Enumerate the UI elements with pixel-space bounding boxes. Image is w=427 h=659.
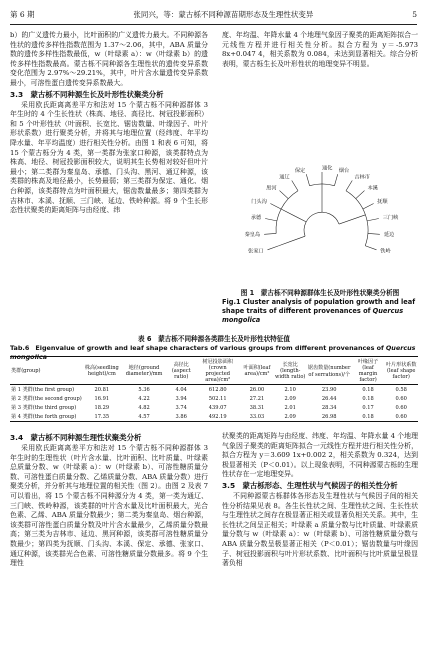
figure-caption-en-species: Quercus mongolica: [222, 307, 404, 324]
table-cell: 16.91: [94, 395, 110, 402]
table-header-row: [10, 357, 418, 385]
dendrogram-leaf-branch: [367, 219, 379, 221]
paragraph: 度、年均温、年降水量 4 个地理气象因子聚类的距离矩阵拟合一元线性方程并进行相关性分析。拟合方程为 y＝-5.973 8x+0.047 4，相关系数为 0.084，未达到显著相关。综合分析表明，蒙古栎生长及叶形性状的地理变异不明显。: [222, 31, 418, 68]
dendrogram-leaf-branch: [368, 233, 380, 234]
table-cell: 0.60: [395, 413, 407, 420]
table-header-cell: 株高(seedling height)/cm: [84, 365, 119, 377]
dendrogram-leaf-label: 承德: [250, 215, 262, 222]
dendrogram-leaf-branch: [356, 191, 365, 199]
table-header-cell: 叶缘因子(leaf margin factor): [357, 359, 379, 383]
paragraph: 不同种源蒙古栎群体各形态及生理性状与气候因子间的相关性分析结果见表 8。各生长性状之间、生理性状之间、生长性状与生理性状之间存在极显著正相关或显著负相关关系。其中，生长性状之间呈正相关；叶绿素 a 质量分数与比叶质量、叶绿素质量分数与 w（叶绿素 a）：w（叶绿素 b）、可溶性糖质量分数与 ABA 质量分数呈极显著正相关（P＜0.01）；锯齿数量与叶缘因子、树冠投影面积与叶片形状系数、比叶面积与比叶质量呈极显著负相: [222, 491, 418, 568]
dendrogram-leaf-label: 吉林市: [354, 174, 370, 181]
table-cell: 612.80: [208, 386, 227, 393]
right-column-top: [222, 31, 418, 108]
table-cell: 27.21: [249, 395, 265, 402]
figure-1-dendrogram: [222, 110, 418, 287]
table-cell: 28.34: [321, 404, 337, 411]
table-cell: 0.60: [395, 404, 407, 411]
table-cell: 0.17: [362, 404, 374, 411]
left-column-top: [10, 31, 208, 344]
page-number: 5: [412, 9, 417, 19]
table-cell: 492.19: [208, 413, 227, 420]
paragraph: 状聚类的距离矩阵与由经度、纬度、年均温、年降水量 4 个地理气象因子聚类的距离矩阵拟合一元线性方程并进行相关性分析，拟合方程为 y＝3.609 1x+0.002 2，相关系数为 0.324，达到极显著相关（P＜0.01）。以上现象表明，不同种源蒙古栎的生理性状存在一定地理变异。: [222, 432, 418, 479]
table-cell: 0.58: [395, 386, 407, 393]
header-rule: [10, 24, 417, 25]
table-header-cell: 叶片形状系数(leaf shape factor): [385, 362, 417, 380]
table-header-cell: 树冠投影面积(crown projected area)/cm²: [202, 359, 233, 383]
table-cell: 0.60: [395, 395, 407, 402]
table-caption-en-species: Quercus mongolica: [10, 344, 416, 361]
dendrogram-leaf-branch: [363, 204, 374, 209]
dendrogram-leaf-label: 通化: [322, 165, 333, 172]
table-cell: 23.90: [321, 386, 337, 393]
table-cell: 4.82: [138, 404, 150, 411]
table-cell: 17.35: [94, 413, 110, 420]
table-caption-en-prefix: Tab.6: [10, 344, 30, 352]
figure-caption-en-text: Cluster analysis of population growth and leaf shape traits of different provenances of: [222, 298, 416, 315]
table-cell: 第 1 类群(the first group): [11, 387, 75, 393]
table-body: [10, 385, 418, 422]
table-cell: 第 4 类群(the forth group): [11, 414, 77, 420]
table-caption-en-text: Eigenvalue of growth and leaf shape characters of various groups from different provenances of: [35, 344, 384, 352]
dendrogram-leaf-label: 黑河: [266, 185, 277, 192]
table-header-cell: 高径比(aspect ratio): [171, 362, 191, 380]
table-cell: 3.94: [175, 395, 187, 402]
table-row: [10, 385, 418, 395]
table-cell: 4.04: [175, 386, 187, 393]
dendrogram-leaf-label: 秦皇岛: [244, 232, 261, 239]
table-cell: 38.31: [249, 404, 265, 411]
figure-caption-en: [222, 298, 418, 325]
dendrogram-leaf-branch: [292, 181, 298, 191]
paragraph: 采用欧氏距离离差平方和法对 15 个蒙古栎不同种源群体 3 年生时的 4 个生长性状（株高、地径、高径比、树冠投影面积）和 5 个叶形性状（叶面积、长宽比、锯齿数量、叶缘因子、叶片形状系数）进行聚类分析，并将其与地理位置（经纬度、年平均降水量、年平均温度）进行相关性分析。由图 1 和表 6 可知，将 15 个蒙古栎分为 4 类，第一类群为张家口种源，该类群特点为株高、地径、树冠投影面积较大，说明其生长势相对较好但叶片最小；第二类群为秦皇岛、承德、门头沟、黑河、通辽种源，该类群的株高及地径最小，长势最弱；第三类群为保定、通化、烟台种源，该类群特点为叶面积最大，锯齿数量最多；第四类群为吉林市、本溪、抚顺、三门峡、延边、铁岭种源。将 9 个生长形态性状聚类的距离矩阵与由经度、纬: [10, 100, 208, 215]
table-cell: 3.74: [175, 404, 187, 411]
dendrogram-root-branch: [339, 221, 347, 224]
table-header-cell: 地径(ground diameter)/mm: [125, 365, 163, 377]
table-cell: 4.57: [138, 413, 150, 420]
dendrogram-root-branch: [295, 216, 306, 221]
table-cell: 2.10: [284, 386, 296, 393]
table-cell: 0.18: [362, 386, 374, 393]
dendrogram-leaf-label: 本溪: [367, 185, 378, 192]
dendrogram-leaf-label: 门头沟: [251, 199, 267, 206]
section-heading-3-3: 3.3 蒙古栎不同种源生长及叶形性状聚类分析: [10, 89, 164, 99]
table-header-cell: 长宽比(length-width ratio): [275, 362, 306, 380]
figure-caption-cn: 图 1 蒙古栎不同种源群体生长及叶形性状聚类分析图: [240, 289, 400, 297]
table-cell: 2.09: [284, 413, 296, 420]
dendrogram-group-branch: [279, 241, 292, 246]
dendrogram-root-branch: [292, 236, 305, 241]
table-cell: 第 2 类群(the second group): [11, 396, 82, 402]
table-cell: 第 3 类群(the third group): [11, 405, 77, 411]
table-cell: 18.29: [94, 404, 110, 411]
table-cell: 0.18: [362, 395, 374, 402]
table-cell: 3.86: [175, 413, 187, 420]
paragraph: b）的广义遗传力最小，比叶面积的广义遗传力最大。不同种源各性状的遗传多样性指数范围为 1.37～2.06，其中，ABA 质量分数的遗传多样性指数最低，w（叶绿素 a）：w（叶绿素 b）的遗传多样性指数最高。蒙古栎不同种源各生理性状的遗传变异系数变化范围为 2.97%～29.21%，其中，叶片含水量遗传变异系数最小，可溶性蛋白遗传变异系数最大。: [10, 31, 208, 87]
running-title: 张同兴，等：蒙古栎不同种源苗期形态及生理性状变异: [133, 9, 314, 19]
table-row: [10, 403, 418, 412]
table-cell: 502.11: [208, 395, 227, 402]
table-cell: 4.22: [138, 395, 150, 402]
running-header: [10, 8, 417, 20]
table-cell: 26.98: [321, 413, 337, 420]
dendrogram-leaf-branch: [264, 233, 276, 234]
journal-issue: 第 6 期: [10, 9, 35, 19]
dendrogram-leaf-label: 通辽: [279, 174, 290, 181]
dendrogram-group-arc: [346, 191, 368, 246]
dendrogram-leaf-branch: [279, 191, 288, 199]
dendrogram-leaf-label: 三门峡: [382, 215, 399, 222]
table-row: [10, 412, 418, 422]
table-caption-cn: 表 6 蒙古栎不同种源各类群生长及叶形性状特征值: [138, 335, 290, 343]
figure-1-caption: [222, 289, 418, 325]
right-column-bottom: [222, 432, 418, 654]
table-cell: 439.07: [208, 404, 227, 411]
table-cell: 33.03: [249, 413, 265, 420]
table-header-cell: 叶面积(leaf area)/cm²: [243, 365, 271, 377]
dendrogram-leaf-label: 延边: [383, 232, 395, 239]
table-row: [10, 394, 418, 403]
section-heading-3-5: 3.5 蒙古栎形态、生理性状与气候因子的相关性分析: [222, 480, 398, 490]
dendrogram-leaf-branch: [365, 246, 376, 250]
eigenvalue-table: [10, 356, 418, 422]
dendrogram-leaf-label: 铁岭: [380, 248, 391, 255]
dendrogram-leaf-branch: [265, 219, 277, 221]
paragraph: 采用欧氏距离离差平方和法对 15 个蒙古栎不同种源群体 3 年生时的生理性状（叶片含水量、比叶面积、比叶质量、叶绿素总质量分数、w（叶绿素 a）：w（叶绿素 b）、可溶性糖质量分数、可溶性蛋白质量分数、乙烯质量分数、ABA 质量分数）进行聚类分析，并分析其与地理位置的相关性（图 2）。由图 2 及表 7 可以看出，将 15 个蒙古栎不同种源分为 4 类，第一类为通辽、三门峡、铁岭种源，该类群的叶片含水量及比叶面积最大，光合色素、乙烯、ABA 质量分数最少；第二类为秦皇岛、烟台种源，该类群可溶性蛋白质量分数及叶片含水量最少，乙烯质量分数最高；第三类为吉林市、延边、黑河种源，该类群可溶性糖质量分数最少；第四类为抚顺、门头沟、本溪、保定、承德、张家口、通辽种源，该类群光合色素、可溶性糖质量分数最多。将 9 个生理性: [10, 444, 208, 568]
dendrogram-leaf-label: 抚顺: [377, 199, 388, 206]
dendrogram-svg: [222, 110, 418, 287]
dendrogram-leaf-label: 保定: [294, 167, 306, 174]
dendrogram-leaf-branch: [306, 174, 309, 186]
table-cell: 2.01: [284, 404, 296, 411]
table-cell: 5.36: [138, 386, 150, 393]
figure-caption-en-prefix: Fig.1: [222, 298, 241, 306]
dendrogram-leaf-label: 张家口: [248, 248, 264, 255]
dendrogram-leaf-branch: [346, 181, 352, 191]
dendrogram-root-arc: [304, 212, 339, 236]
table-header-cell: 锯齿数量(number of serrations)/个: [307, 364, 351, 378]
table-6: [10, 356, 418, 422]
table-cell: 26.00: [249, 386, 265, 393]
dendrogram-group-branch: [281, 209, 295, 216]
section-heading-3-4: 3.4 蒙古栎不同种源生理性状聚类分析: [10, 433, 142, 442]
left-column-bottom: [10, 432, 208, 654]
table-cell: 20.81: [94, 386, 110, 393]
dendrogram-leaf-branch: [334, 174, 337, 186]
table-cell: 2.09: [284, 395, 296, 402]
table-cell: 26.44: [321, 395, 337, 402]
dendrogram-group-branch: [347, 215, 366, 222]
table-cell: 0.18: [362, 413, 374, 420]
dendrogram-leaf-label: 烟台: [338, 167, 350, 174]
dendrogram-leaf-branch: [267, 246, 278, 250]
table-header-cell: 类群(group): [11, 368, 41, 374]
dendrogram-leaf-branch: [270, 204, 281, 209]
